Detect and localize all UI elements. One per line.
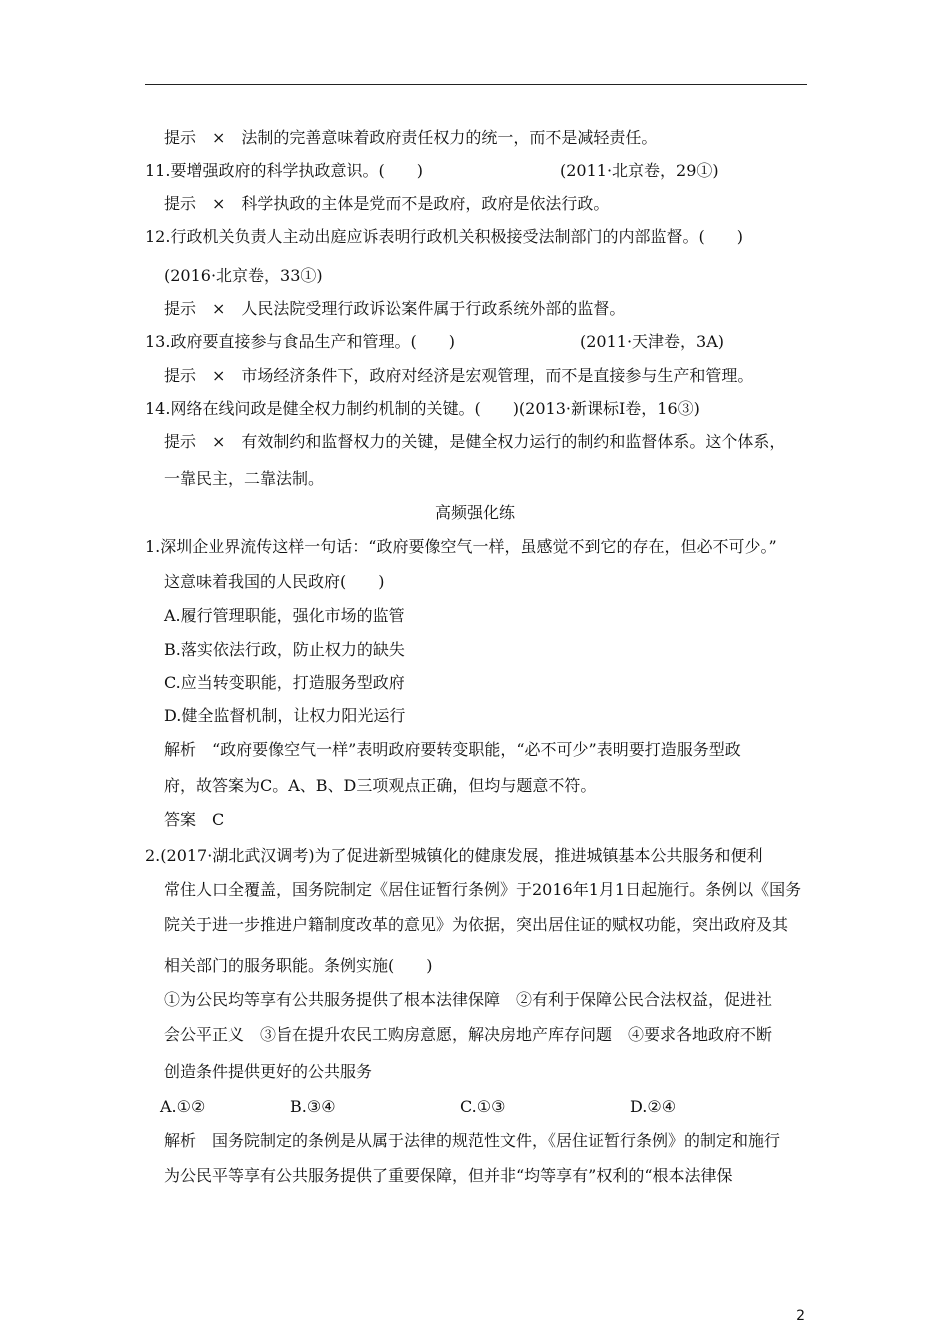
question-14: 14.网络在线问政是健全权力制约机制的关键。( )(2013·新课标Ⅰ卷，16③) — [145, 399, 700, 418]
option-c: C.应当转变职能，打造服务型政府 — [164, 673, 405, 692]
hint-12: 提示 × 人民法院受理行政诉讼案件属于行政系统外部的监督。 — [164, 299, 626, 318]
section-title: 高频强化练 — [434, 503, 515, 522]
source-q13: (2011·天津卷，3A) — [580, 332, 725, 351]
question-2-line2: 常住人口全覆盖，国务院制定《居住证暂行条例》于2016年1月1日起施行。条例以《国务 — [164, 880, 802, 899]
hint-14: 提示 × 有效制约和监督权力的关键，是健全权力运行的制约和监督体系。这个体系， — [164, 432, 786, 451]
hint-11: 提示 × 科学执政的主体是党而不是政府，政府是依法行政。 — [164, 194, 610, 213]
option-b: B.落实依法行政，防止权力的缺失 — [164, 640, 405, 659]
analysis-2-cont: 为公民平等享有公共服务提供了重要保障，但并非“均等享有”权利的“根本法律保 — [164, 1166, 733, 1185]
option-d: D.健全监督机制，让权力阳光运行 — [164, 706, 406, 725]
analysis-1-cont: 府，故答案为C。A、B、D三项观点正确，但均与题意不符。 — [164, 776, 597, 795]
header-rule — [145, 84, 807, 85]
source-q12: (2016·北京卷，33①) — [164, 266, 323, 285]
answer-1: 答案 C — [164, 810, 225, 829]
question-1-cont: 这意味着我国的人民政府( ) — [164, 572, 385, 591]
q2-option-a: A.①② — [160, 1097, 206, 1116]
question-2-line3: 院关于进一步推进户籍制度改革的意见》为依据，突出居住证的赋权功能，突出政府及其 — [164, 915, 789, 934]
question-13: 13.政府要直接参与食品生产和管理。( ) — [145, 332, 455, 351]
question-12: 12.行政机关负责人主动出庭应诉表明行政机关积极接受法制部门的内部监督。( ) — [145, 227, 743, 246]
q2-option-d: D.②④ — [630, 1097, 677, 1116]
hint-13: 提示 × 市场经济条件下，政府对经济是宏观管理，而不是直接参与生产和管理。 — [164, 366, 754, 385]
question-11: 11.要增强政府的科学执政意识。( ) — [145, 161, 423, 180]
question-2: 2.(2017·湖北武汉调考)为了促进新型城镇化的健康发展，推进城镇基本公共服务和便利 — [145, 846, 763, 865]
statement-line2: 会公平正义 ③旨在提升农民工购房意愿，解决房地产库存问题 ④要求各地政府不断 — [164, 1025, 773, 1044]
hint-10: 提示 × 法制的完善意味着政府责任权力的统一，而不是减轻责任。 — [164, 128, 658, 147]
statement-line1: ①为公民均等享有公共服务提供了根本法律保障 ②有利于保障公民合法权益，促进社 — [164, 990, 773, 1009]
analysis-1: 解析 “政府要像空气一样”表明政府要转变职能，“必不可少”表明要打造服务型政 — [164, 740, 741, 759]
question-2-line4: 相关部门的服务职能。条例实施( ) — [164, 956, 433, 975]
source-q11: (2011·北京卷，29①) — [560, 161, 719, 180]
q2-option-b: B.③④ — [290, 1097, 336, 1116]
option-a: A.履行管理职能，强化市场的监管 — [164, 606, 405, 625]
page-number: 2 — [796, 1308, 805, 1324]
analysis-2: 解析 国务院制定的条例是从属于法律的规范性文件，《居住证暂行条例》的制定和施行 — [164, 1131, 781, 1150]
statement-line3: 创造条件提供更好的公共服务 — [164, 1062, 373, 1081]
hint-14-cont: 一靠民主，二靠法制。 — [164, 469, 325, 488]
question-1: 1.深圳企业界流传这样一句话：“政府要像空气一样，虽感觉不到它的存在，但必不可少。” — [145, 537, 777, 556]
q2-option-c: C.①③ — [460, 1097, 506, 1116]
